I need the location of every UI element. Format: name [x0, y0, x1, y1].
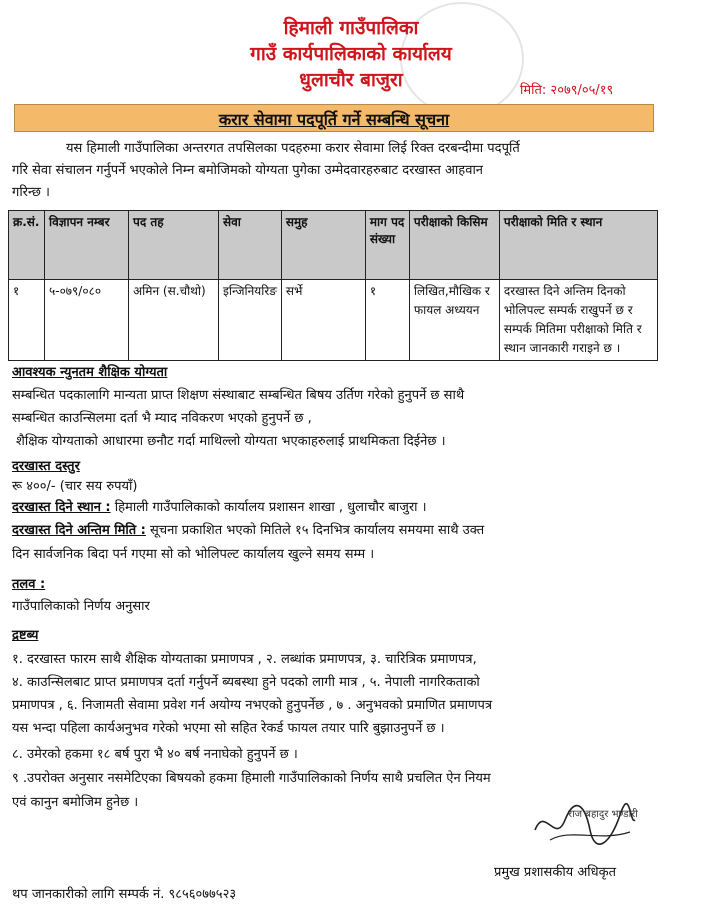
col-header-post: पद तह	[129, 211, 219, 280]
cell-sn: १	[9, 280, 45, 361]
cell-post: अमिन (स.चौथो)	[129, 280, 219, 361]
vacancy-table	[8, 210, 658, 361]
office-name-line2: गाउँ कार्यपालिकाको कार्यालय	[250, 43, 452, 65]
col-header-count: माग पद संख्या	[365, 211, 409, 280]
col-header-service: सेवा	[219, 211, 282, 280]
contact-line: थप जानकारीको लागि सम्पर्क नं. ९८५६०७७५२३	[12, 887, 237, 902]
notes-line3: प्रमाणपत्र , ६. निजामती सेवामा प्रवेश गर्न अयोग्य नभएको हुनुपर्नेछ , ७ . अनुभवको प्रमाणित प्रमाणपत्र	[12, 698, 493, 713]
cell-exam-type: लिखित,मौखिक र फायल अध्ययन	[409, 280, 499, 361]
notes-line7: एवं कानुन बमोजिम हुनेछ ।	[12, 795, 139, 810]
col-header-exam-date: परीक्षाको मिति र स्थान	[499, 211, 657, 280]
signature-stamp-text: राज बहादुर भण्डारी	[568, 809, 638, 820]
col-header-sn: क्र.सं.	[9, 211, 45, 280]
notice-title: करार सेवामा पदपूर्ति गर्ने सम्बन्धि सूचना	[218, 110, 450, 129]
notes-line1: १. दरखास्त फारम साथै शैक्षिक योग्यताका प्रमाणपत्र , २. लब्धांक प्रमाणपत्र, ३. चारित्रिक प्रमाणपत्र,	[12, 652, 477, 667]
intro-line1: यस हिमाली गाउँपालिका अन्तरगत तपसिलका पदहरुमा करार सेवामा लिई रिक्त दरबन्दीमा पदपूर्ति	[66, 141, 520, 156]
salary-heading: तलव :	[12, 577, 46, 592]
notice-title-bar	[14, 104, 654, 132]
table-header-row	[9, 211, 658, 280]
office-name-line1: हिमाली गाउँपालिका	[283, 17, 419, 39]
qualification-heading: आवश्यक न्युनतम शैक्षिक योग्यता	[12, 365, 168, 380]
qualification-line1: सम्बन्धित पदकालागि मान्यता प्राप्त शिक्षण संस्थाबाट सम्बन्धित बिषय उर्तिण गरेको हुनुपर्ने छ साथै	[12, 388, 465, 403]
deadline-value: सूचना प्रकाशित भएको मितिले १५ दिनभित्र कार्यालय समयमा साथै उक्त	[150, 523, 485, 538]
signatory-title: प्रमुख प्रशासकीय अधिकृत	[494, 865, 617, 880]
deadline-row	[12, 520, 484, 542]
place-row	[12, 497, 427, 519]
place-label: दरखास्त दिने स्थान :	[12, 500, 111, 515]
cell-service: इन्जिनियरिङ	[219, 280, 282, 361]
cell-group: सर्भे	[281, 280, 365, 361]
place-value: हिमाली गाउँपालिकाको कार्यालय प्रशासन शाखा , धुलाचौर बाजुरा ।	[114, 500, 427, 515]
deadline-label: दरखास्त दिने अन्तिम मिति :	[12, 523, 146, 538]
qualification-line3: शैक्षिक योग्यताको आधारमा छनौट गर्दा माथिल्लो योग्यता भएकाहरुलाई प्राथमिकता दिईनेछ ।	[16, 434, 446, 449]
notes-line2: ४. काउन्सिलबाट प्राप्त प्रमाणपत्र दर्ता गर्नुपर्ने ब्यबस्था हुने पदको लागी मात्र , ५. नेपाली नागरिकताको	[12, 675, 480, 690]
cell-adno: ५-०७९/०८०	[45, 280, 129, 361]
intro-line3: गरिन्छ ।	[12, 185, 50, 200]
col-header-exam-type: परीक्षाको किसिम	[409, 211, 499, 280]
notes-line6: ९ .उपरोक्त अनुसार नसमेटिएका बिषयको हकमा हिमाली गाउँपालिकाको निर्णय साथै प्रचलित ऐन नियम	[12, 771, 491, 786]
col-header-group: समुह	[281, 211, 365, 280]
fee-heading: दरखास्त दस्तुर	[12, 459, 80, 474]
notes-line4: यस भन्दा पहिला कार्यअनुभव गरेको भएमा सो सहित रेकर्ड फायल तयार पारि बुझाउनुपर्ने छ ।	[12, 721, 445, 736]
qualification-line2: सम्बन्धित काउन्सिलमा दर्ता भै म्याद नविकरण भएको हुनुपर्ने छ ,	[12, 411, 312, 426]
salary-value: गाउँपालिकाको निर्णय अनुसार	[12, 599, 150, 614]
office-location: धुलाचौर बाजुरा	[299, 69, 403, 91]
notes-heading: द्रष्टब्य	[12, 628, 39, 643]
col-header-adno: विज्ञापन नम्बर	[45, 211, 129, 280]
cell-count: १	[365, 280, 409, 361]
notice-date: मिति: २०७९/०५/१९	[520, 83, 614, 98]
cell-exam-date: दरखास्त दिने अन्तिम दिनको भोलिपल्ट सम्पर्क राखुपर्ने छ र सम्पर्क मितिमा परीक्षाको मिति र स्थान जानकारी गराइने छ ।	[499, 280, 657, 361]
intro-line2: गरि सेवा संचालन गर्नुपर्ने भएकोले निम्न बमोजिमको योग्यता पुगेका उम्मेदवारहरुबाट दरखास्त आहवान	[12, 163, 484, 178]
deadline-line2: दिन सार्वजनिक बिदा पर्न गएमा सो को भोलिपल्ट कार्यालय खुल्ने समय सम्म ।	[12, 547, 375, 562]
fee-value: रू ४००/- (चार सय रुपयाँ)	[12, 479, 138, 494]
table-row	[9, 280, 658, 361]
notes-line5: ८. उमेरको हकमा १८ बर्ष पुरा भै ४० बर्ष ननाघेको हुनुपर्ने छ ।	[12, 747, 298, 762]
